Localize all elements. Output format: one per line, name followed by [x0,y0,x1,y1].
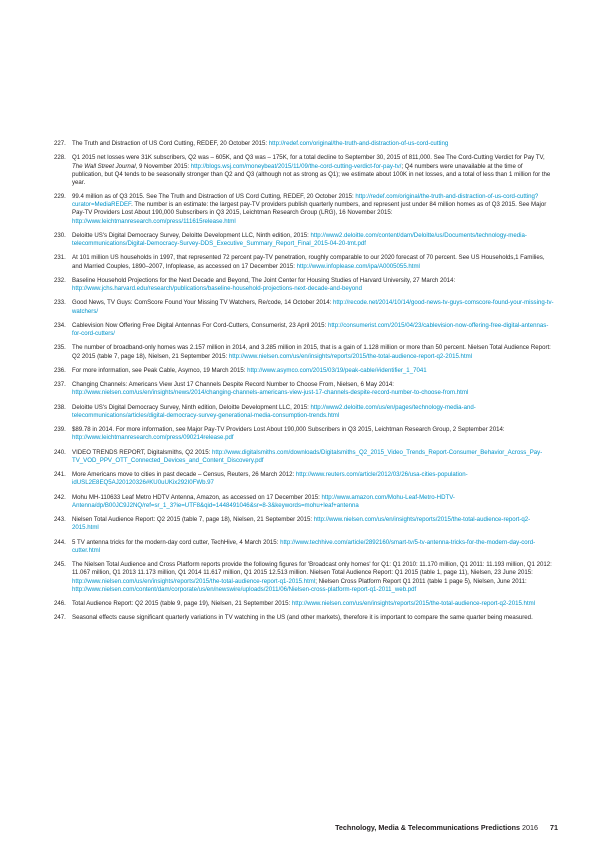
reference-link[interactable]: http://www.digitalsmiths.com/downloads/Digitalsmiths_Q2_2015_Video_Trends_Report-Consumer_Behavior_Across_Pay-TV_VOD_PPV_OTT_Connected_Devices_and_Content_Discovery.pdf [72,448,543,464]
endnote-item [54,154,554,187]
endnote-text [72,449,554,465]
endnote-text [72,154,554,187]
endnote-text [72,193,554,226]
reference-link[interactable]: http://www2.deloitte.com/content/dam/Deloitte/us/Documents/technology-media-telecommunications/Digital-Democracy-Survey-DDS_Executive_Summary_Report_Final_2015-04-20-tmt.pdf [72,231,527,248]
publication-title: The Wall Street Journal [72,162,136,170]
endnote-text-segment: The number of broadband-only homes was 2.157 million in 2014, and 3.285 million in 2015, that is a gain of 1.128 million or more than 50 percent. Nielsen Total Audience Report: Q2 2015 (table 7, page 18), Nielsen, 21 September 2015: [72,344,551,360]
endnote-item [54,344,554,360]
reference-link[interactable]: http://www.jchs.harvard.edu/research/publications/baseline-household-projections-next-decade-and-beyond [72,285,362,293]
reference-link[interactable]: http://www.amazon.com/Mohu-Leaf-Metro-HDTV-Antenna/dp/B00JC9J2NQ/ref=sr_1_3?ie=UTF8&qid=1448491046&sr=8-3&keywords=mohu+leaf+antenna [72,493,455,509]
endnote-text [72,471,554,487]
endnote-text [72,299,554,315]
endnote-number: 240. [54,448,66,456]
endnote-item [54,254,554,270]
endnote-number: 232. [54,276,66,284]
endnote-text [72,367,554,375]
endnote-text-segment: ; Q4 numbers were unavailable at the time of publication, but Q4 tends to be seasonally stronger than Q2 and Q3 (although not as strong as Q1); we estimate about 100K in net losses, and a total of less than 1 million for the year. [72,162,551,186]
endnote-text-segment: Mohu MH-110633 Leaf Metro HDTV Antenna, Amazon, as accessed on 17 December 2015: [72,493,322,501]
endnote-text [72,561,554,594]
endnote-item [54,193,554,226]
endnote-item [54,600,554,608]
endnote-item [54,277,554,293]
endnote-number: 229. [54,193,66,201]
page-footer [335,823,558,832]
reference-link[interactable]: http://www.nielsen.com/us/en/insights/reports/2015/the-total-audience-report-q1-2015.html [72,577,316,585]
reference-link[interactable]: http://www.nielsen.com/us/en/insights/reports/2015/the-total-audience-report-q2-2015.html [228,352,473,360]
endnote-text [72,232,554,248]
endnote-item [54,381,554,397]
endnote-text-segment: Total Audience Report: Q2 2015 (table 9, page 19), Nielsen, 21 September 2015: [72,600,292,608]
endnote-text-segment: Baseline Household Projections for the Next Decade and Beyond, The Joint Center for Housing Studies of Harvard University, 27 March 2014: [72,276,456,284]
endnote-item [54,299,554,315]
endnote-item [54,539,554,555]
endnote-text [72,277,554,293]
reference-link[interactable]: http://www.leichtmanresearch.com/press/090214release.pdf [72,434,234,442]
reference-link[interactable]: http://recode.net/2014/10/14/good-news-tv-guys-comscore-found-your-missing-tv-watchers/ [72,299,554,315]
endnote-number: 227. [54,140,66,147]
endnote-text-segment: VIDEO TRENDS REPORT, Digitalsmiths, Q2 2015: [72,448,212,456]
endnotes-list [54,140,554,629]
endnote-text [72,140,554,148]
endnote-text [72,516,554,532]
endnote-number: 235. [54,344,66,352]
endnote-text-segment: The Nielsen Total Audience and Cross Platform reports provide the following figures for 'Broadcast only homes' for Q1: Q1 2010: 11.170 million, Q1 2011: 11.193 million, Q1 2012: 11.067 million, Q1 2013 11.173 million, Q1 2014 11.617 million, Q1 2015 12.513 million. Nielsen Total Audience Report: Q1 2015 (table 1, page 11), Nielsen, 23 June 2015: [72,561,552,577]
endnote-item [54,494,554,510]
endnote-item [54,140,554,148]
endnote-item [54,426,554,442]
reference-link[interactable]: http://www.reuters.com/article/2012/03/26/usa-cities-population-idUSL2E8EQ5AJ20120326#KU0uUKix292I0FWb.97 [72,471,468,487]
endnote-text-segment: . The number is an estimate: the largest pay-TV providers publish quarterly numbers, and represent just under 84 million homes as of Q3 2015. See Major Pay-TV Providers Lost About 190,000 Subscribers in Q3 2015, Leichtman Research Group (LRG), 16 November 2015: [72,201,547,217]
endnote-number: 239. [54,426,66,434]
reference-link[interactable]: http://consumerist.com/2015/04/23/cablevision-now-offering-free-digital-antennas-for-cord-cutters/ [72,321,549,338]
endnote-text-segment: More Americans move to cities in past decade – Census, Reuters, 26 March 2012: [72,471,296,479]
reference-link[interactable]: http://www.nielsen.com/us/en/insights/reports/2015/the-total-audience-report-q2-2015.html [291,600,536,608]
endnote-text-segment: Deloitte US's Digital Democracy Survey, Deloitte Development LLC, Ninth edition, 2015: [72,231,311,239]
footer-title: Technology, Media & Telecommunications Predictions [335,823,520,832]
endnote-number: 238. [54,403,66,411]
endnote-number: 244. [54,538,66,546]
endnote-text-segment: Good News, TV Guys: ComScore Found Your Missing TV Watchers, Re/code, 14 October 2014: [72,299,334,307]
endnote-number: 247. [54,614,66,622]
endnote-text-segment: At 101 million US households in 1997, that represented 72 percent pay-TV penetration, roughly comparable to our 2020 forecast of 70 percent. See US Households,1 Families, and Married Couples, 1890–2007, Infoplease, as accessed on 17 December 2015: [72,254,545,270]
reference-link[interactable]: http://www.infoplease.com/ipa/A0005055.html [296,262,420,270]
endnote-text [72,614,554,622]
reference-link[interactable]: http://www.nielsen.com/us/en/insights/news/2014/changing-channels-americans-view-just-17-channels-despite-record-number-to-choose-from.html [72,389,469,397]
endnote-text [72,254,554,270]
endnote-number: 245. [54,561,66,569]
endnote-number: 246. [54,600,66,608]
endnote-number: 228. [54,154,66,162]
endnote-item [54,471,554,487]
endnote-text-segment: Nielsen Total Audience Report: Q2 2015 (table 7, page 18), Nielsen, 21 September 2015: [72,516,314,524]
endnote-text [72,494,554,510]
reference-link[interactable]: http://www.leichtmanresearch.com/press/111615release.html [72,217,236,225]
endnote-text-segment: Changing Channels: Americans View Just 17 Channels Despite Record Number to Choose From, Nielsen, 6 May 2014: [72,381,395,389]
endnote-item [54,232,554,248]
reference-link[interactable]: http://blogs.wsj.com/moneybeat/2015/11/09/the-cord-cutting-verdict-for-pay-tv/ [190,162,402,170]
reference-link[interactable]: http://www.asymco.com/2015/03/19/peak-cable/#identifier_1_7041 [247,366,427,374]
reference-link[interactable]: http://www.techhive.com/article/2892160/smart-tv/5-tv-antenna-tricks-for-the-modern-day-cord-cutter.html [72,538,536,554]
endnote-text-segment: ; Nielsen Cross Platform Report Q1 2011 (table 1 page 5), Nielsen, June 2011: [315,577,527,585]
endnote-text [72,344,554,360]
endnote-item [54,561,554,594]
endnote-item [54,516,554,532]
endnote-text-segment: , 9 November 2015: [135,162,191,170]
endnote-text [72,404,554,420]
endnote-text [72,426,554,442]
endnote-item [54,614,554,622]
endnote-number: 243. [54,516,66,524]
endnote-number: 242. [54,493,66,501]
endnote-item [54,449,554,465]
reference-link[interactable]: http://www.nielsen.com/us/en/insights/reports/2015/the-total-audience-report-q2-2015.html [72,516,531,532]
endnote-number: 236. [54,366,66,374]
endnote-text [72,322,554,338]
reference-link[interactable]: http://www.nielsen.com/content/dam/corporate/us/en/newswire/uploads/2011/06/Nielsen-cross-platform-report-q1-2011_web.pdf [72,585,417,593]
endnote-text [72,539,554,555]
endnote-number: 234. [54,321,66,329]
endnote-text [72,600,554,608]
reference-link[interactable]: http://redef.com/original/the-truth-and-distraction-of-us-cord-cutting?curator=MediaREDEF [72,193,539,209]
endnote-text-segment: 5 TV antenna tricks for the modern-day cord cutter, TechHive, 4 March 2015: [72,538,281,546]
endnote-text-segment: $89.78 in 2014. For more information, see Major Pay-TV Providers Lost About 190,000 Subscribers in Q3 2015, Leichtman Research Group, 2 September 2014: [72,426,505,434]
footer-year: 2016 [522,823,538,832]
endnote-text [72,381,554,397]
endnote-text-segment: Deloitte US's Digital Democracy Survey, Ninth edition, Deloitte Development LLC, 2015: [72,403,311,411]
endnote-text-segment: Seasonal effects cause significant quarterly variations in TV watching in the US (and other markets), therefore it is important to compare the same quarter being measured. [72,614,533,622]
endnote-number: 230. [54,231,66,239]
page-number: 71 [550,823,558,832]
endnote-item [54,322,554,338]
endnote-number: 233. [54,299,66,307]
endnote-item [54,367,554,375]
endnote-text-segment: Cablevision Now Offering Free Digital Antennas For Cord-Cutters, Consumerist, 23 April 2015: [72,321,328,329]
reference-link[interactable]: http://www2.deloitte.com/us/en/pages/technology-media-and-telecommunications/articles/digital-democracy-survey-generational-media-consumption-trends.html [72,403,476,419]
endnote-number: 231. [54,254,66,262]
reference-link[interactable]: http://redef.com/original/the-truth-and-distraction-of-us-cord-cutting [268,140,449,147]
endnote-text-segment: For more information, see Peak Cable, Asymco, 19 March 2015: [72,366,248,374]
endnote-item [54,404,554,420]
endnote-text-segment: 99.4 million as of Q3 2015. See The Truth and Distraction of US Cord Cutting, REDEF, 20 October 2015: [72,193,356,201]
endnote-text-segment: Q1 2015 net losses were 31K subscribers, Q2 was – 605K, and Q3 was – 175K, for a total decline to September 30, 2015 of 811,000. See The Cord-Cutting Verdict for Pay TV, [72,154,545,162]
endnote-number: 237. [54,381,66,389]
endnote-text-segment: The Truth and Distraction of US Cord Cutting, REDEF, 20 October 2015: [72,140,269,147]
endnote-number: 241. [54,471,66,479]
